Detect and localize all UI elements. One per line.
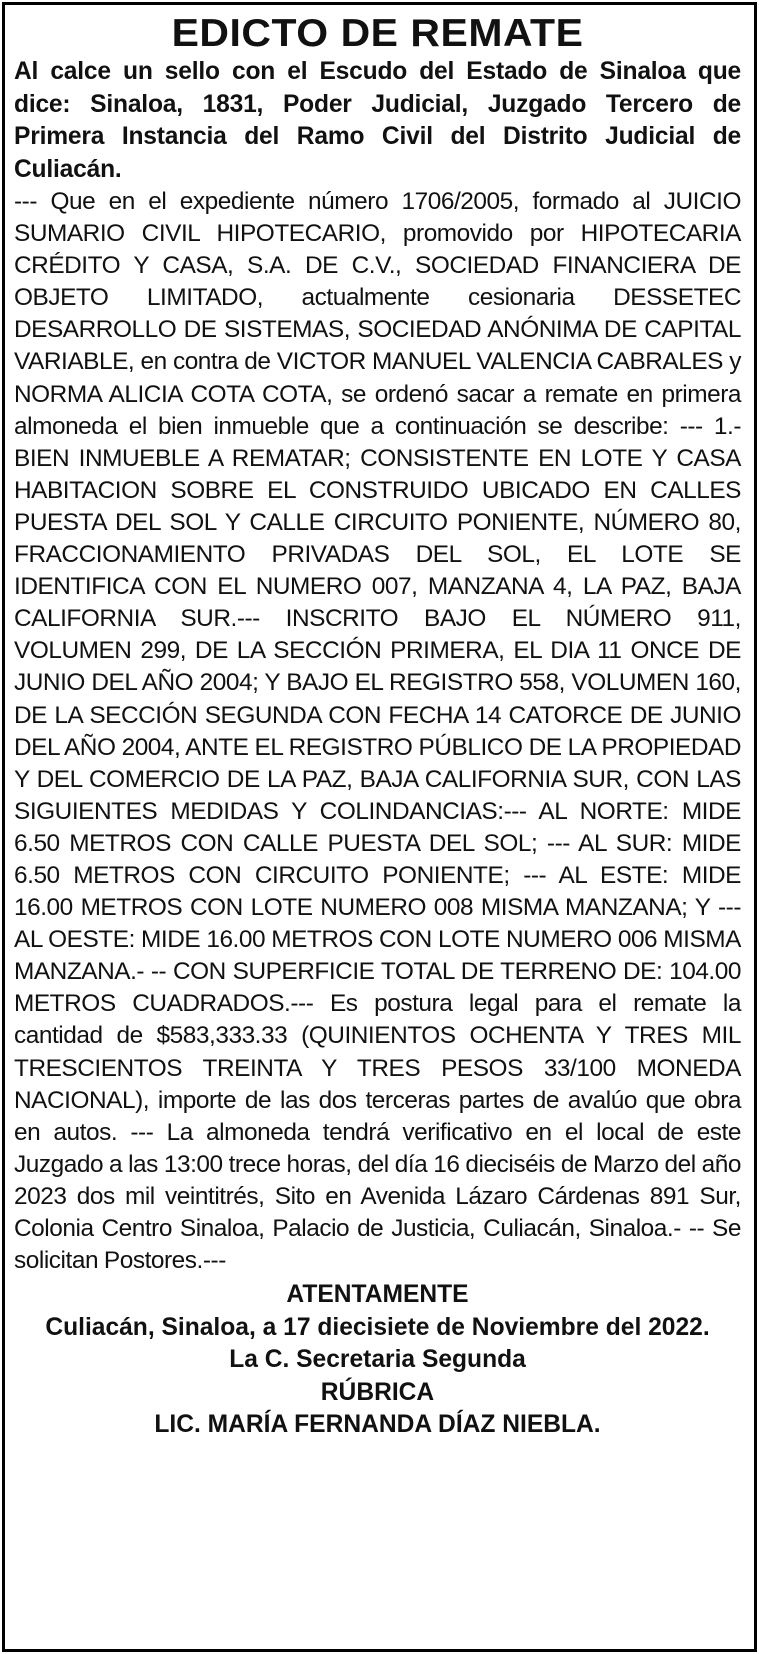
edict-body: --- Que en el expediente número 1706/2005, formado al JUICIO SUMARIO CIVIL HIPOTECARIO, promovido por HIPOTECARIA CRÉDITO Y CASA, S.A. DE C.V., SOCIEDAD FINANCIERA DE OBJETO LIMITADO, actualmente cesionaria DESSETEC DESARROLLO DE SISTEMAS, SOCIEDAD ANÓNIMA DE CAPITAL VARIABLE, en contra de VICTOR MANUEL VALENCIA CABRALES y NORMA ALICIA COTA COTA, se ordenó sacar a remate en primera almoneda el bien inmueble que a continuación se describe: --- 1.- BIEN INMUEBLE A REMATAR; CONSISTENTE EN LOTE Y CASA HABITACION SOBRE EL CONSTRUIDO UBICADO EN CALLES PUESTA DEL SOL Y CALLE CIRCUITO PONIENTE, NÚMERO 80, FRACCIONAMIENTO PRIVADAS DEL SOL, EL LOTE SE IDENTIFICA CON EL NUMERO 007, MANZANA 4, LA PAZ, BAJA CALIFORNIA SUR.--- INSCRITO BAJO EL NÚMERO 911, VOLUMEN 299, DE LA SECCIÓN PRIMERA, EL DIA 11 ONCE DE JUNIO DEL AÑO 2004; Y BAJO EL REGISTRO 558, VOLUMEN 160, DE LA SECCIÓN SEGUNDA CON FECHA 14 CATORCE DE JUNIO DEL AÑO 2004, ANTE EL REGISTRO PÚBLICO DE LA PROPIEDAD Y DEL COMERCIO DE LA PAZ, BAJA CALIFORNIA SUR, CON LAS SIGUIENTES MEDIDAS Y COLINDANCIAS:--- AL NORTE: MIDE 6.50 METROS CON CALLE PUESTA DEL SOL; --- AL SUR: MIDE 6.50 METROS CON CIRCUITO PONIENTE; --- AL ESTE: MIDE 16.00 METROS CON LOTE NUMERO 008 MISMA MANZANA; Y --- AL OESTE: MIDE 16.00 METROS CON LOTE NUMERO 006 MISMA MANZANA.- -- CON SUPERFICIE TOTAL DE TERRENO DE: 104.00 METROS CUADRADOS.--- Es postura legal para el remate la cantidad de $583,333.33 (QUINIENTOS OCHENTA Y TRES MIL TRESCIENTOS TREINTA Y TRES PESOS 33/100 MONEDA NACIONAL), importe de las dos terceras partes de avalúo que obra en autos. --- La almoneda tendrá verificativo en el local de este Juzgado a las 13:00 trece horas, del día 16 dieciséis de Marzo del año 2023 dos mil veintitrés, Sito en Avenida Lázaro Cárdenas 891 Sur, Colonia Centro Sinaloa, Palacio de Justicia, Culiacán, Sinaloa.- -- Se solicitan Postores.--- [14,188,741,1275]
edict-document [14,12,741,1442]
seal-description: Al calce un sello con el Escudo del Estado de Sinaloa que dice: Sinaloa, 1831, Poder Judicial, Juzgado Tercero de Primera Instancia del Ramo Civil del Distrito Judicial de Culiacán. [14,58,741,183]
salutation: ATENTAMENTE [286,1281,469,1309]
signer-name: LIC. MARÍA FERNANDA DÍAZ NIEBLA. [154,1411,601,1439]
signature-mark: RÚBRICA [320,1378,435,1406]
signer-role: La C. Secretaria Segunda [229,1346,526,1374]
place-date: Culiacán, Sinaloa, a 17 diecisiete de Noviembre del 2022. [45,1313,710,1341]
closing-block [14,1279,741,1442]
document-title: EDICTO DE REMATE [171,12,584,55]
